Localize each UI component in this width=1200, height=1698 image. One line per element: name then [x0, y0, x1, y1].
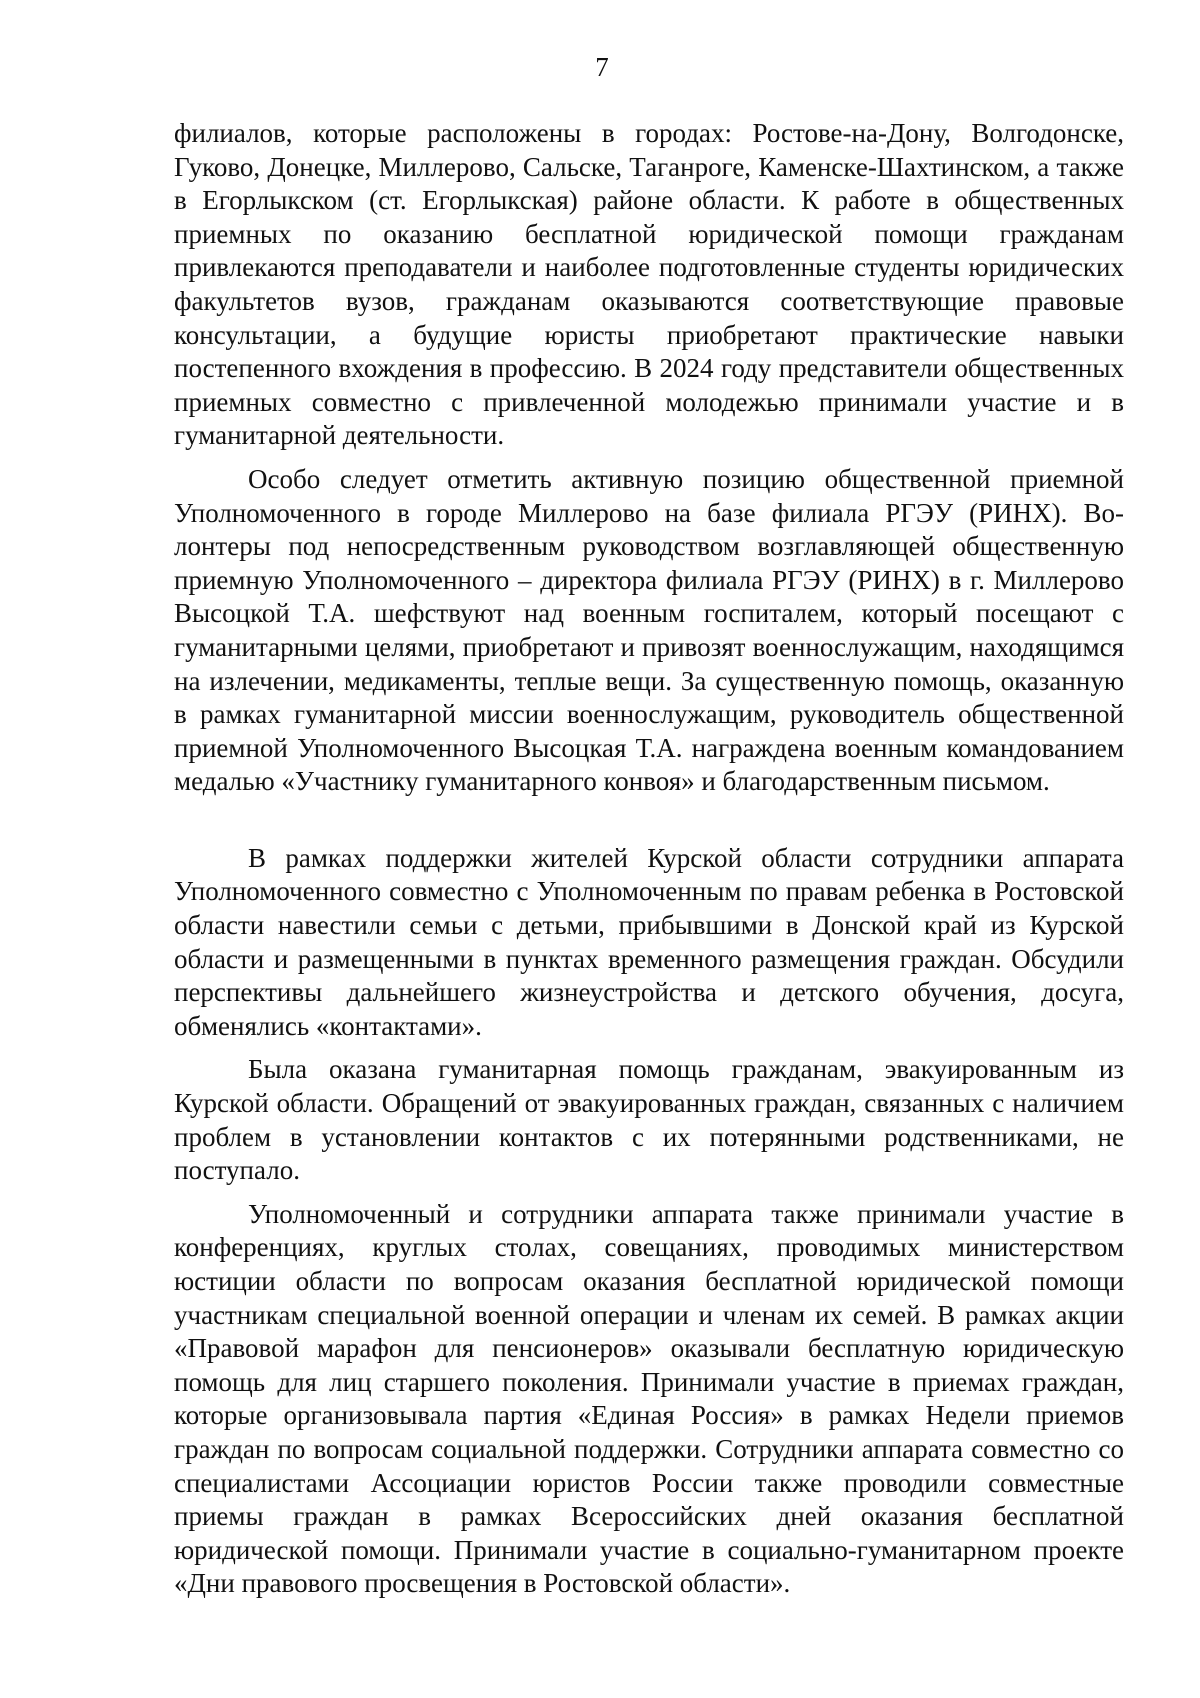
page-number: 7: [595, 52, 609, 82]
paragraph-millerovo: Особо следует отметить активную позицию общественной приемной Уполномоченного в городе Миллерово на базе филиала РГЭУ (РИНХ). Волонтеры под непосредственным руководством возглавляющей общественную приемную Уполномоченного – директора филиала РГЭУ (РИНХ) в г. Миллерово Высоцкой Т.А. шефствуют над военным госпиталем, который посещают с гуманитарными целями, приобретают и привозят военнослужащим, находящимся на излечении, медикаменты, теплые вещи. За существенную помощь, оказанную в рамках гуманитарной миссии военнослужащим, руководитель общественной приемной Уполномоченного Высоцкая Т.А. награждена военным командованием медалью «Участнику гуманитарного конвоя» и благодарственным письмом.: [174, 463, 1124, 797]
paragraph-humanitarian-aid: Была оказана гуманитарная помощь гражданам, эвакуированным из Курской области. Обращений от эвакуированных граждан, связанных с наличием проблем в установлении контактов с их потерянными родственниками, не поступало.: [174, 1054, 1124, 1186]
paragraph-branches: филиалов, которые расположены в городах: Ростове-на-Дону, Волгодонске, Гуково, Донецке, Миллерово, Сальске, Таганроге, Каменске-Шахтинском, а также в Егорлыкском (ст. Егорлыкская) районе области. К работе в общественных приемных по оказанию бесплатной юридической помощи гражданам привлекаются преподаватели и наиболее подготовленные студенты юридических факультетов вузов, гражданам оказываются соответствующие правовые консультации, а будущие юристы приобретают практические навыки постепенного вхождения в профессию. В 2024 году представители общественных приемных совместно с привлеченной молодежью принимали участие и в гуманитарной деятельности.: [174, 118, 1124, 451]
document-body: [174, 117, 1124, 1601]
paragraph-kursk-support: В рамках поддержки жителей Курской области сотрудники аппарата Уполномоченного совместно с Уполномоченным по правам ребенка в Ростовской области навестили семьи с детьми, прибывшими в Донской край из Курской области и размещенными в пунктах временного размещения граждан. Обсудили перспективы дальнейшего жизнеустройства и детского обучения, досуга, обменялись «контактами».: [174, 842, 1124, 1041]
paragraph-conferences: Уполномоченный и сотрудники аппарата также принимали участие в конференциях, круглых столах, совещаниях, проводимых министерством юстиции области по вопросам оказания бесплатной юридической помощи участникам специальной военной операции и членам их семей. В рамках акции «Правовой марафон для пенсионеров» оказывали бесплатную юридическую помощь для лиц старшего поколения. Принимали участие в приемах граждан, которые организовывала партия «Единая Россия» в рамках Недели приемов граждан по вопросам социальной поддержки. Сотрудники аппарата совместно со специалистами Ассоциации юристов России также проводили совместные приемы граждан в рамках Всероссийских дней оказания бесплатной юридической помощи. Принимали участие в социально-гуманитарном проекте «Дни правового просвещения в Ростовской области».: [174, 1198, 1124, 1599]
